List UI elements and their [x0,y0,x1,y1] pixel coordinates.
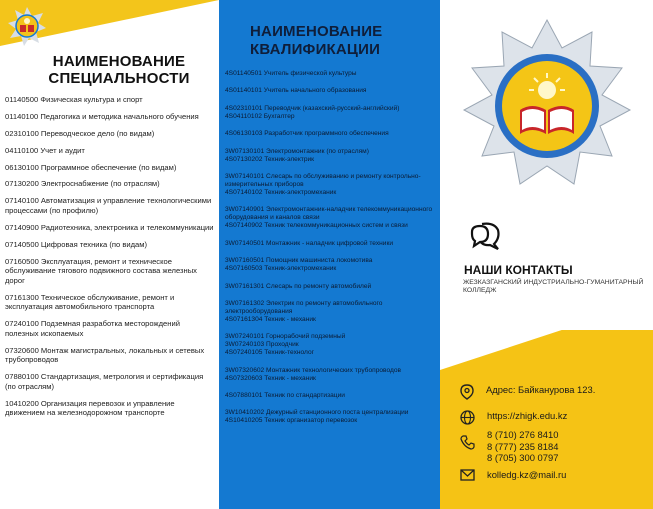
address-row [460,384,595,400]
list-item: 3W07130101 Электромонтажник (по отраслям) 4S07130202 Техник-электрик [225,147,369,163]
list-item: 3W07161301 Слесарь по ремонту автомобилей [225,282,372,290]
qualifications-panel [219,0,440,509]
email-icon [460,469,475,481]
phone-number[interactable]: 8 (705) 300 0797 [487,452,559,463]
list-item: 3W07160501 Помощник машиниста локомотива 4S07160503 Техник-электромеханик [225,257,373,273]
list-item: 10410200 Организация перевозок и управление движением на железнодорожном транспорте [5,398,175,418]
phones-list [487,429,558,464]
list-item: 04110100 Учет и аудит [5,145,85,155]
list-item: 3W07140501 Монтажник - наладчик цифровой техники [225,239,394,247]
location-pin-icon [460,384,474,400]
email-row[interactable] [460,469,566,481]
qualifications-list [225,70,437,435]
address-text: Адрес: Байканурова 123. [486,384,596,395]
list-item: 01140100 Педагогика и методика начального обучения [5,111,199,121]
specialties-panel [0,0,219,509]
specialties-title: НАИМЕНОВАНИЕ СПЕЦИАЛЬНОСТИ [48,53,190,87]
list-item: 06130100 Программное обеспечение (по видам) [5,162,177,172]
college-logo-icon [7,6,47,46]
qualifications-title: НАИМЕНОВАНИЕ КВАЛИФИКАЦИИ [250,23,383,58]
list-item: 07240100 Подземная разработка месторождений полезных ископаемых [5,319,180,338]
list-item: 3W07161302 Электрик по ремонту автомобильного электрооборудования 4S07161304 Техник - механик [225,299,383,323]
globe-icon [460,410,475,425]
list-item: 02310100 Переводческое дело (по видам) [5,128,155,138]
list-item: 01140500 Физическая культура и спорт [5,95,143,104]
list-item: 07320600 Монтаж магистральных, локальных и сетевых трубопроводов [5,345,205,365]
list-item: 4S06130103 Разработчик программного обеспечения [225,130,389,138]
list-item: 07880100 Стандартизация, метрология и сертификация (по отраслям) [5,372,204,391]
chat-bubbles-icon [468,220,504,250]
email-link[interactable]: kolledg.kz@mail.ru [487,469,567,480]
list-item: 4S02310101 Переводчик (казахский-русский-английский) 4S04110102 Бухгалтер [225,104,400,120]
college-emblem-icon [462,18,632,193]
list-item: 4S01140501 Учитель физической культуры [225,70,357,77]
list-item: 3W07140101 Слесарь по обслуживанию и ремонту контрольно-измерительных приборов 4S07140102 Техник-электромеханик [225,172,421,196]
list-item: 4S07880101 Техник по стандартизации [225,392,345,400]
list-item: 3W07240101 Горнорабочий подземный 3W07240103 Проходчик 4S07240105 Техник-технолог [225,333,346,357]
website-link[interactable]: https://zhigk.edu.kz [487,410,568,421]
list-item: 3W07320602 Монтажник технологических трубопроводов 4S07320603 Техник - механик [225,366,402,382]
yellow-diagonal [440,300,653,370]
list-item: 07140500 Цифровая техника (по видам) [5,239,148,249]
list-item: 07161300 Техническое обслуживание, ремонт и эксплуатация автомобильного транспорта [5,292,175,312]
contacts-panel [440,0,653,509]
list-item: 4S01140101 Учитель начального образования [225,87,367,95]
list-item: 07160500 Эксплуатация, ремонт и техническое обслуживание тягового подвижного состава железных дорог [5,256,197,285]
contacts-title: НАШИ КОНТАКТЫ [464,263,573,277]
list-item: 07140100 Автоматизация и управление технологическими процессами (по профилю) [5,196,212,215]
phone-number[interactable]: 8 (710) 276 8410 [487,429,559,440]
list-item: 07130200 Электроснабжение (по отраслям) [5,179,160,189]
list-item: 07140900 Радиотехника, электроника и телекоммуникации [5,222,214,232]
list-item: 3W10410202 Дежурный станционного поста централизации 4S10410205 Техник организатор перевозок [225,409,409,425]
phones-row [460,429,558,464]
specialties-list [5,95,215,425]
phone-number[interactable]: 8 (777) 235 8184 [487,440,559,452]
phone-icon [460,435,475,450]
website-row[interactable] [460,410,567,425]
college-name: ЖЕЗКАЗГАНСКИЙ ИНДУСТРИАЛЬНО-ГУМАНИТАРНЫЙ КОЛЛЕДЖ [463,279,644,294]
list-item: 3W07140901 Электромонтажник-наладчик телекоммуникационного оборудования и каналов связи 4S07140902 Техник телекоммуникационных систем и связи [225,206,433,230]
